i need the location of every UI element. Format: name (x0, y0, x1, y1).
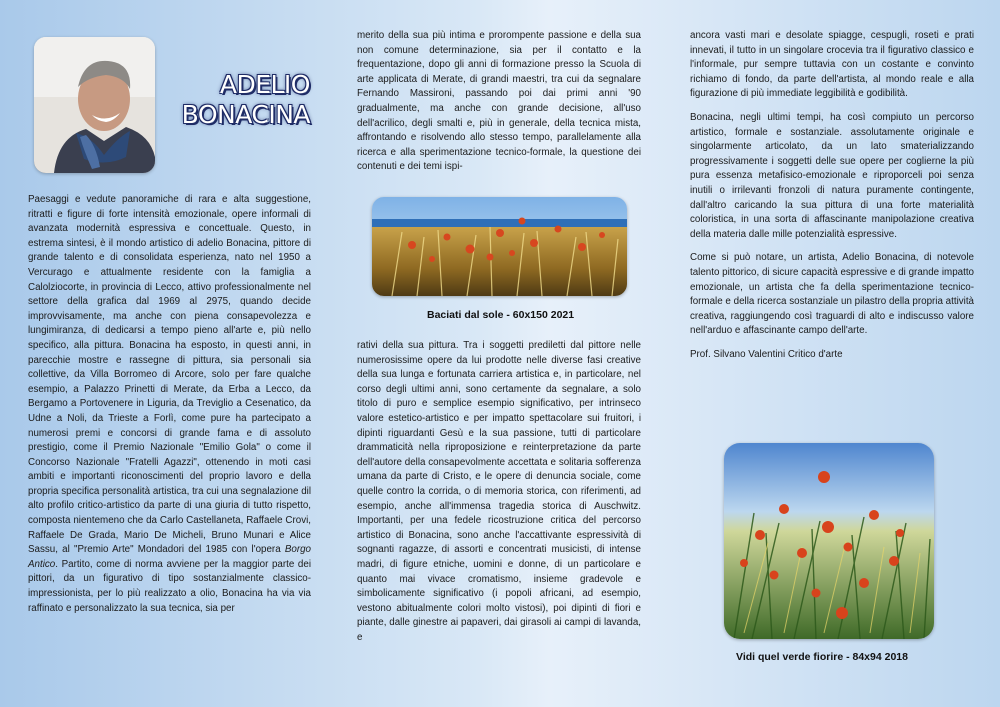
column-1-paragraph (28, 193, 311, 616)
column-3-paragraph-2: Bonacina, negli ultimi tempi, ha così compiuto un percorso artistico, formale e sostanziale. assolutamente originale e singolarmente articolato, da un lato smaterializzando progressivamente i soggetti delle sue opere per coglierne la più pura essenza metafisico-emozionale e riproporceli poi senza inutili o irrilevanti fronzoli di natura puramente contingente, dall'altro caricando la sua pittura di una forte materialità coloristica, in una sorta di affascinante manipolazione creativa della materia dalle mille potenzialità espressive. (690, 111, 974, 240)
painting-caption-2: Vidi quel verde fiorire - 84x94 2018 (736, 651, 908, 663)
artist-name-title (165, 70, 310, 130)
column-3-paragraph-1: ancora vasti mari e desolate spiagge, cespugli, roseti e prati innevati, il tutto in un singolare crocevia tra il figurativo classico e l'informale, pur sempre tuttavia con un costante e convinto richiamo di fondo, da parte dell'artista, al mondo reale e alla figurazione di più immediate leggibilità e godibilità. (690, 30, 974, 100)
column-2-bottom (357, 339, 641, 654)
column-1-text-end: . Partito, come di norma avviene per la maggior parte dei pittori, da un figurativo di tipo sostanzialmente classico-impressionista, per lo più realizzato a olio, Bonacina ha via via raffinato e personalizzato la sua tecnica, sia per (28, 558, 311, 614)
title-first-name: ADELIO (219, 70, 310, 99)
title-last-name: BONACINA (181, 100, 310, 129)
artwork-title-italic: Borgo Antico (28, 544, 311, 570)
column-3 (690, 29, 974, 371)
column-2-top-paragraph: merito della sua più intima e prorompente passione e della sua non comune determinazione, sia per il contatto e la frequentazione, dopo gli anni di formazione presso la Scuola di arte applicata di Merate, di grandi maestri, tra cui da segnalare Fernando Massironi, passando poi dai primi anni '90 gradualmente, ma anche con grande decisione, all'uso dell'acrilico, degli smalti e, più in generale, della tecnica mista, affrontando e risolvendo allo stesso tempo, parallelamente alla ricerca e alla sperimentazione tecnico-formale, la questione dei contenuti e dei temi ispi- (357, 30, 641, 173)
column-2-bottom-paragraph: rativi della sua pittura. Tra i soggetti prediletti dal pittore nelle numerosissime opere da lui prodotte nelle diverse fasi creative della sua lunga e fortunata carriera artistica e, in particolare, nel corso degli ultimi anni, sono certamente da segnalare, a solo titolo di puro e semplice esempio significativo, per intrinseco valore estetico-artistico e per impatto spettacolare sui fruitori, i dipinti riguardanti Gesù e la sua passione, tutti di particolare drammaticità nella riproposizione e reinterpretazione da parte dell'autore della consapevolmente accettata e solitaria sofferenza umana da parte di Cristo, e le opere di denuncia sociale, come quelle contro la corrida, o di memoria storica, con riferimenti, ad esempio, anche all'immensa tragedia storica di Auschwitz. Importanti, per una fedele ricostruzione critica del percorso artistico di Bonacina, sono anche l'accattivante espressività di sognanti ragazze, di assorti e concentrati musicisti, di intense madri, di figure etniche, uomini e donne, di un particolare e quanto mai vivace cromatismo, insieme gradevole e simbolicamente significativo (i popoli africani, ad esempio, vestono abitualmente colori molto vistosi), poi dipinti di fiori e piante, dalle ginestre ai papaveri, dai girasoli ai campi di lavanda, e (357, 340, 641, 643)
painting-caption-1: Baciati dal sole - 60x150 2021 (427, 309, 575, 321)
painting-baciati-dal-sole (372, 197, 627, 296)
column-2-top (357, 29, 641, 184)
column-1 (28, 193, 311, 625)
artist-portrait-photo (34, 37, 155, 173)
critic-signature: Prof. Silvano Valentini Critico d'arte (690, 348, 843, 360)
column-1-text: Paesaggi e vedute panoramiche di rara e alta suggestione, ritratti e figure di forte intensità emozionale, opere informali di avanzata modernità espressiva e concettuale. Questo, in estrema sintesi, è il mondo artistico di adelio Bonacina, pittore di grande talento e di consolidata esperienza, nato nel 1950 a Vercurago e attualmente residente con la famiglia a Calolziocorte, in provincia di Lecco, attivo professionalmente nel settore della grafica dal 1969 al 2975, quando decide improvvisamente, ma anche con piena consapevolezza e lungimiranza, di dedicarsi a tempo pieno all'arte e, più nello specifico, alla pittura. Bonacina ha esposto, in questi anni, in parecchie mostre e rassegne di pittura, sia personali sia collettive, da Villa Borromeo di Arcore, solo per fare qualche esempio, a Palazzo Prinetti di Merate, da Erba a Lecco, da Bergamo a Portovenere in Liguria, da Treviglio a Cesenatico, da Udne a Noli, da Trieste a Forlì, come pure ha partecipato a numerosi premi e concorsi di grande fama e di assoluto prestigio, come il Premio Nazionale "Emilio Gola" o come il Concorso Nazionale "Fratelli Agazzi", ottenendo in moti casi ambiti e importanti riconoscimenti del proprio lavoro e della propria specifica personalità artistica, tra cui una segnalazione dil alto profilo critico-artistico da parte di una giuria di tutto rispetto, composta nientemeno che da Carlo Castellaneta, Raffaele Crovi, Raffaele De Grada, Mario De Micheli, Bruno Munari e Alice Sassu, al "Premio Arte" Mondadori del 1985 con l'opera (28, 194, 311, 556)
painting-vidi-quel-verde-fiorire (724, 443, 934, 639)
column-3-paragraph-3: Come si può notare, un artista, Adelio Bonacina, di notevole talento pittorico, di sicure capacità espressive e di grande impatto emozionale, un artista che fa della sperimentazione tecnico-formale e della ricerca sostanziale un pilastro della propria attività creativa, raggiungendo così traguardi di alto e indiscusso valore nell'arduo e affascinante campo dell'arte. (690, 252, 974, 337)
